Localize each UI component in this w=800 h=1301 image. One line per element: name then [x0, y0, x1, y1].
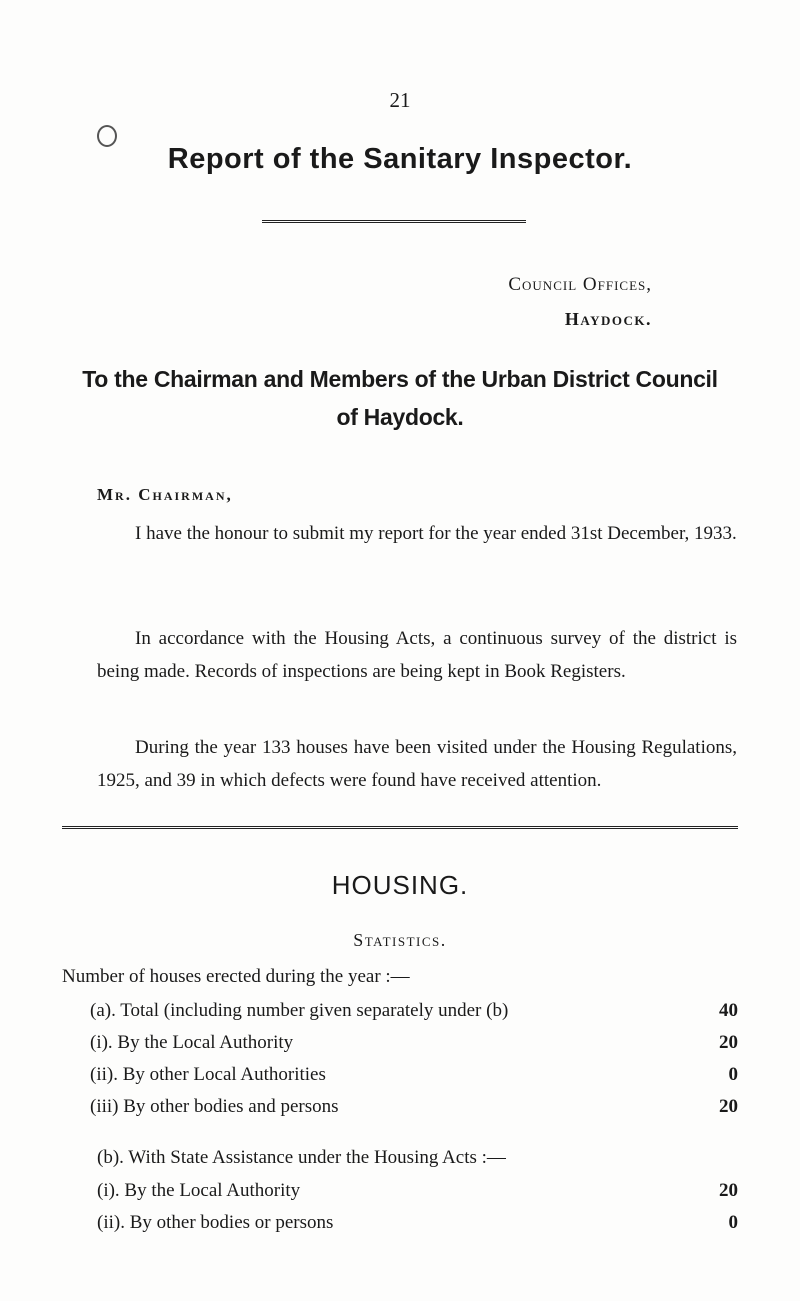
paragraph-1-text: I have the honour to submit my report for the year ended 31st December, 1933. [135, 523, 737, 544]
stat-row [97, 1180, 738, 1202]
address-line-2: Haydock. [564, 309, 652, 329]
page-number: 21 [389, 88, 411, 112]
stat-value: 0 [728, 1212, 738, 1233]
section-title: HOUSING. [331, 870, 469, 900]
stat-value: 20 [719, 1032, 738, 1053]
stat-value: 40 [719, 1000, 738, 1021]
section-divider [62, 826, 738, 829]
paragraph-2-text: In accordance with the Housing Acts, a continuous survey of the district is being made. Records of inspections are being kept in Book Registers. [97, 628, 737, 682]
salutation-line-2: of Haydock. [336, 404, 464, 430]
stat-label: (i). By the Local Authority [97, 1180, 301, 1201]
stat-row [97, 1212, 738, 1234]
section-subtitle: Statistics. [353, 930, 447, 950]
paragraph-3-text: During the year 133 houses have been visited under the Housing Regulations, 1925, and 39 in which defects were found have received attention. [97, 737, 737, 791]
paragraph-2 [97, 622, 737, 688]
stat-row [90, 1032, 738, 1054]
stat-row [90, 1096, 738, 1118]
address-line-1: Council Offices, [508, 274, 652, 295]
stat-row [90, 1000, 738, 1022]
salutation-line-1: To the Chairman and Members of the Urban District Council [82, 366, 718, 392]
statistics-intro: Number of houses erected during the year :— [62, 966, 410, 987]
addressee: Mr. Chairman, [97, 485, 233, 504]
stat-value: 20 [719, 1096, 738, 1117]
stat-row [90, 1064, 738, 1086]
stat-value: 20 [719, 1180, 738, 1201]
stat-subheading: (b). With State Assistance under the Housing Acts :— [97, 1147, 506, 1168]
page-title: Report of the Sanitary Inspector. [167, 143, 633, 175]
salutation-heading [0, 360, 800, 436]
paragraph-3 [97, 731, 737, 797]
stat-label: (ii). By other Local Authorities [90, 1064, 326, 1085]
title-divider [262, 220, 526, 223]
stat-label: (iii) By other bodies and persons [90, 1096, 339, 1117]
stat-label: (a). Total (including number given separately under (b) [90, 1000, 509, 1021]
stat-label: (ii). By other bodies or persons [97, 1212, 334, 1233]
stat-label: (i). By the Local Authority [90, 1032, 294, 1053]
stat-value: 0 [728, 1064, 738, 1085]
paragraph-1 [97, 517, 737, 550]
